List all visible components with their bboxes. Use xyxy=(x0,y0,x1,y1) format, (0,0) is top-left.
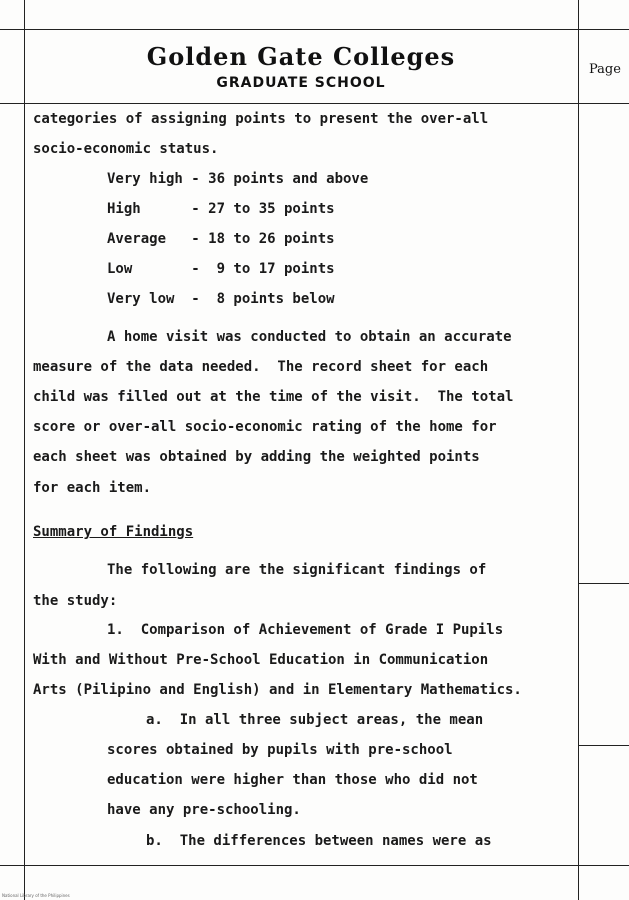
header-top-rule xyxy=(0,29,629,30)
text-line: child was filled out at the time of the visit. The total xyxy=(33,389,514,405)
text-line: score or over-all socio-economic rating of the home for xyxy=(33,419,497,435)
header-bottom-rule xyxy=(0,103,629,104)
scale-very-high: Very high - 36 points and above xyxy=(107,171,369,187)
text-line: the study: xyxy=(33,593,118,609)
footer-note: National Library of the Philippines xyxy=(2,893,70,898)
graduate-school-subtitle: GRADUATE SCHOOL xyxy=(216,75,386,91)
text-line: for each item. xyxy=(33,480,152,496)
text-line: Arts (Pilipino and English) and in Elementary Mathematics. xyxy=(33,682,522,698)
text-line: scores obtained by pupils with pre-school xyxy=(107,742,453,758)
text-line: measure of the data needed. The record sheet for each xyxy=(33,359,489,375)
text-line: A home visit was conducted to obtain an accurate xyxy=(107,329,512,345)
page-label: Page xyxy=(589,62,621,77)
footer-rule xyxy=(0,865,629,866)
scale-very-low: Very low - 8 points below xyxy=(107,291,335,307)
finding-1a: a. In all three subject areas, the mean xyxy=(146,712,484,728)
text-line: With and Without Pre-School Education in Communication xyxy=(33,652,489,668)
margin-tick-2 xyxy=(579,745,629,746)
text-line: each sheet was obtained by adding the weighted points xyxy=(33,449,480,465)
finding-1b: b. The differences between names were as xyxy=(146,833,492,849)
text-line: The following are the significant findings of xyxy=(107,562,487,578)
frame-left-rule xyxy=(24,0,25,900)
scale-high: High - 27 to 35 points xyxy=(107,201,335,217)
college-title: Golden Gate Colleges xyxy=(146,42,456,71)
scale-low: Low - 9 to 17 points xyxy=(107,261,335,277)
section-heading: Summary of Findings xyxy=(33,524,194,540)
scale-average: Average - 18 to 26 points xyxy=(107,231,335,247)
frame-right-rule xyxy=(578,0,579,900)
margin-tick-1 xyxy=(579,583,629,584)
text-line: have any pre-schooling. xyxy=(107,802,301,818)
text-line: education were higher than those who did not xyxy=(107,772,478,788)
text-line: socio-economic status. xyxy=(33,141,219,157)
finding-1: 1. Comparison of Achievement of Grade I Pupils xyxy=(107,622,504,638)
text-line: categories of assigning points to present the over-all xyxy=(33,111,489,127)
